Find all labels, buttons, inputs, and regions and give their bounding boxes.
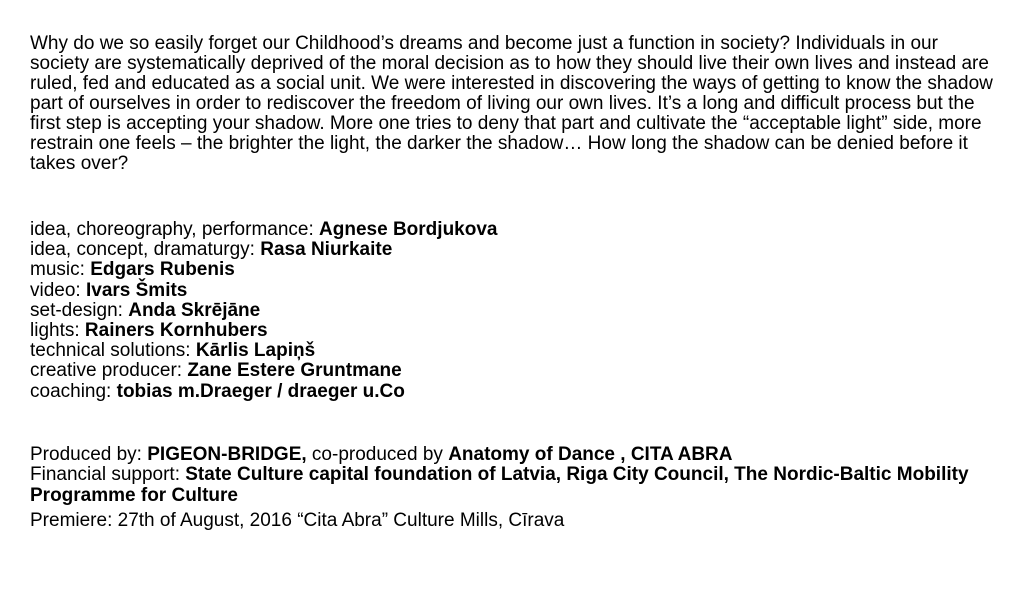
credit-role: music: xyxy=(30,259,91,281)
credit-name: Edgars Rubenis xyxy=(90,259,235,281)
credit-line xyxy=(30,361,1000,381)
credit-role: video: xyxy=(30,279,86,301)
slide-content xyxy=(30,34,1000,532)
credit-line xyxy=(30,301,1000,321)
credit-name: Agnese Bordjukova xyxy=(319,219,498,240)
produced-by-label: Produced by: xyxy=(30,443,148,465)
credit-role: idea, concept, dramaturgy: xyxy=(30,239,261,261)
credit-name: Kārlis Lapiņš xyxy=(195,340,316,362)
credit-name: Rainers Kornhubers xyxy=(84,320,268,342)
credit-role: lights: xyxy=(30,320,85,342)
credits-list xyxy=(30,220,1000,402)
co-produced-label: co-produced by xyxy=(306,443,449,465)
produced-by-line xyxy=(30,445,1000,466)
credit-name: Anda Skrējāne xyxy=(128,299,261,321)
credit-line xyxy=(30,382,1000,402)
credit-line xyxy=(30,240,1000,260)
credit-line xyxy=(30,260,1000,280)
credit-line xyxy=(30,321,1000,341)
credit-line xyxy=(30,281,1000,301)
credit-name: tobias m.Draeger / draeger u.Co xyxy=(116,380,405,402)
credit-role: creative producer: xyxy=(30,360,188,382)
financial-support-label: Financial support: xyxy=(30,464,186,486)
production-info xyxy=(30,445,1000,507)
credit-role: technical solutions: xyxy=(30,340,196,362)
credit-line xyxy=(30,341,1000,361)
credit-name: Zane Estere Gruntmane xyxy=(187,360,402,382)
credit-role: coaching: xyxy=(30,380,117,402)
co-producer-names: Anatomy of Dance , CITA ABRA xyxy=(448,443,733,465)
financial-support-names: State Culture capital foundation of Latvia, Riga City Council, The Nordic-Baltic Mobility Programme for Culture xyxy=(30,464,969,506)
premiere-line: Premiere: 27th of August, 2016 “Cita Abra” Culture Mills, Cīrava xyxy=(30,510,565,532)
intro-paragraph: Why do we so easily forget our Childhood’s dreams and become just a function in society? Individuals in our society are systematically deprived of the moral decision as to how they should live their own lives and instead are ruled, fed and educated as a social unit. We were interested in discovering the ways of getting to know the shadow part of ourselves in order to rediscover the freedom of living our own lives. It’s a long and difficult process but the first step is accepting your shadow. More one tries to deny that part and cultivate the “acceptable light” side, more restrain one feels – the brighter the light, the darker the shadow… How long the shadow can be denied before it takes over? xyxy=(30,33,993,174)
credit-line xyxy=(30,220,1000,240)
credit-role: set-design: xyxy=(30,299,129,321)
credit-role: idea, choreography, performance: xyxy=(30,219,320,240)
producer-name: PIGEON-BRIDGE, xyxy=(147,443,307,465)
credit-name: Rasa Niurkaite xyxy=(260,239,393,261)
financial-support-line xyxy=(30,465,1000,506)
credit-name: Ivars Šmits xyxy=(85,279,188,301)
